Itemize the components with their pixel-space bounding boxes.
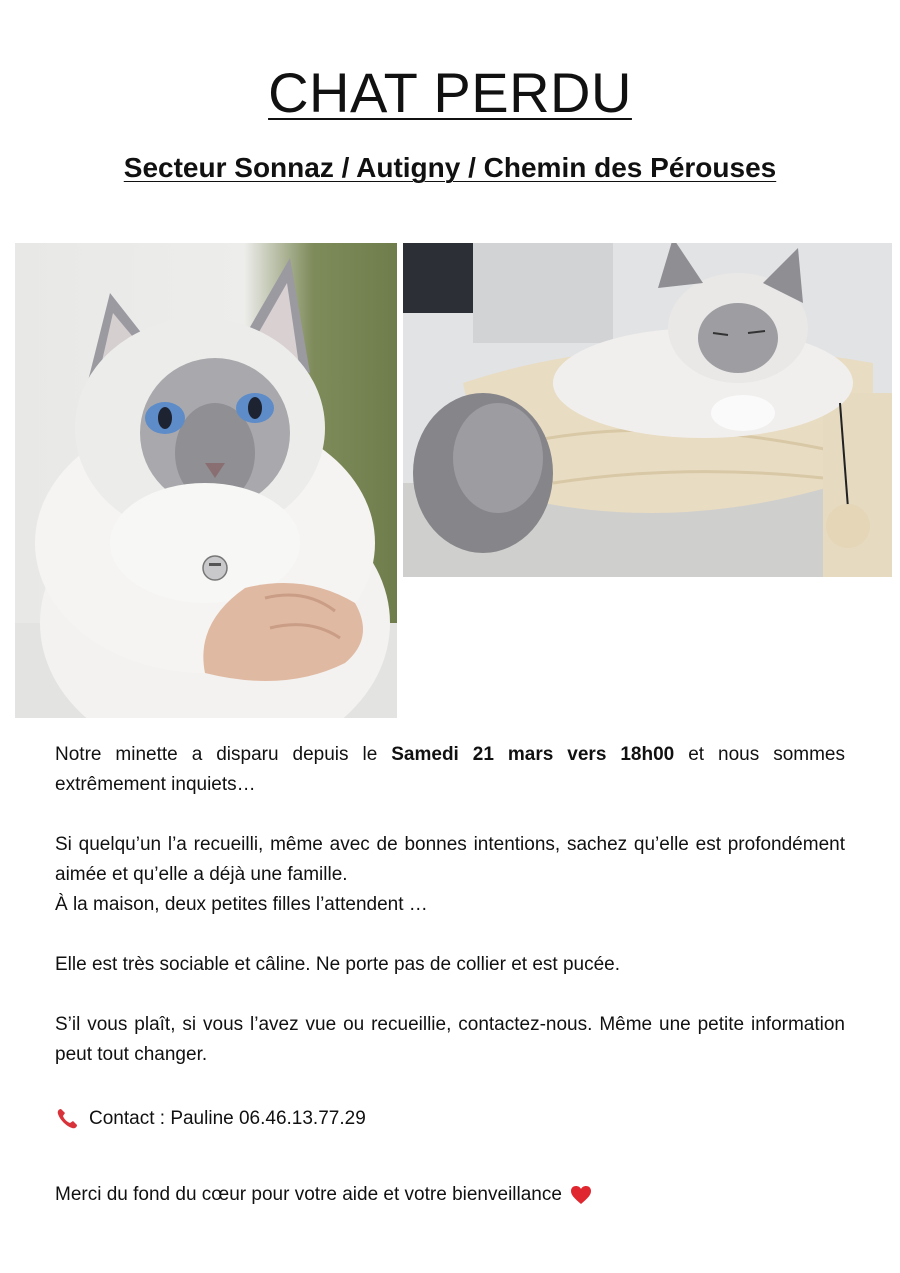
disappearance-outro: et nous sommes extrêmement inquiets… xyxy=(55,744,845,795)
disappearance-date: Samedi 21 mars vers 18h00 xyxy=(391,744,675,765)
cat-hammock-illustration xyxy=(403,243,892,577)
heart-icon xyxy=(570,1185,592,1205)
disappearance-paragraph xyxy=(55,740,845,800)
page-title: CHAT PERDU xyxy=(268,61,632,124)
thanks-line xyxy=(55,1180,845,1210)
cat-photo-hammock xyxy=(403,243,892,577)
disappearance-intro: Notre minette a disparu depuis le xyxy=(55,744,392,765)
family-paragraph: À la maison, deux petites filles l’attendent … xyxy=(55,894,428,915)
contact-text: Contact : Pauline 06.46.13.77.29 xyxy=(89,1108,366,1129)
contact-line xyxy=(55,1104,845,1134)
thanks-text: Merci du fond du cœur pour votre aide et votre bienveillance xyxy=(55,1184,562,1205)
cat-photo-portrait xyxy=(15,243,397,718)
adoption-paragraph: Si quelqu’un l’a recueilli, même avec de bonnes intentions, sachez qu’elle est profondément aimée et qu’elle a déjà une famille. xyxy=(55,834,845,885)
location-subtitle: Secteur Sonnaz / Autigny / Chemin des Pérouses xyxy=(123,152,777,183)
request-paragraph: S’il vous plaît, si vous l’avez vue ou recueillie, contactez-nous. Même une petite information peut tout changer. xyxy=(55,1014,845,1065)
phone-icon xyxy=(55,1107,79,1131)
cat-portrait-illustration xyxy=(15,243,397,718)
description-paragraph: Elle est très sociable et câline. Ne porte pas de collier et est pucée. xyxy=(55,954,621,975)
